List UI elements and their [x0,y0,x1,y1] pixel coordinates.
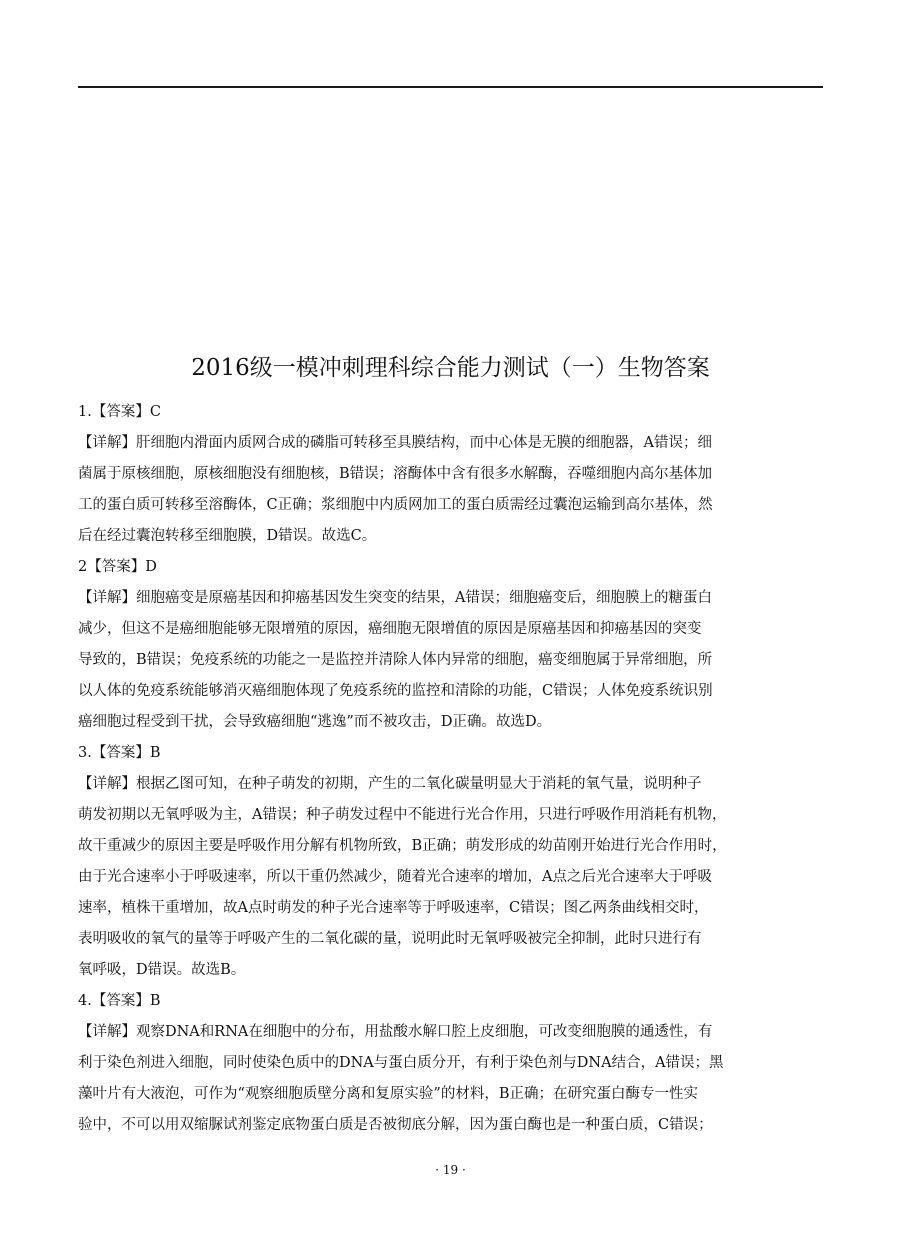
answer-line-16: 由于光合速率小于呼吸速率，所以干重仍然减少，随着光合速率的增加，A点之后光合速率大于呼吸 [78,869,712,885]
answer-line-2: 【详解】肝细胞内滑面内质网合成的磷脂可转移至具膜结构，而中心体是无膜的细胞器，A错误；细 [78,435,712,451]
answer-body [78,397,823,1141]
answer-line-10: 以人体的免疫系统能够消灭癌细胞体现了免疫系统的监控和清除的功能，C错误；人体免疫系统识别 [78,683,713,699]
answer-line-13: 【详解】根据乙图可知，在种子萌发的初期，产生的二氧化碳量明显大于消耗的氧气量，说明种子 [78,776,702,792]
answer-line-19: 氧呼吸，D错误。故选B。 [78,962,246,978]
answer-line-8: 减少，但这不是癌细胞能够无限增殖的原因，癌细胞无限增值的原因是原癌基因和抑癌基因的突变 [78,621,702,637]
answer-line-22: 利于染色剂进入细胞，同时使染色质中的DNA与蛋白质分开，有利于染色剂与DNA结合，A错误；黑 [78,1055,724,1071]
answer-line-6: 2【答案】D [78,559,157,575]
answer-line-1: 1.【答案】C [78,404,161,420]
answer-line-18: 表明吸收的氧气的量等于呼吸产生的二氧化碳的量，说明此时无氧呼吸被完全抑制，此时只进行有 [78,931,702,947]
answer-line-15: 故干重减少的原因主要是呼吸作用分解有机物所致，B正确；萌发形成的幼苗刚开始进行光合作用时， [78,838,727,854]
answer-line-7: 【详解】细胞癌变是原癌基因和抑癌基因发生突变的结果，A错误；细胞癌变后，细胞膜上的糖蛋白 [78,590,712,606]
answer-line-11: 癌细胞过程受到干扰，会导致癌细胞“逃逸”而不被攻击，D正确。故选D。 [78,714,552,730]
answer-line-14: 萌发初期以无氧呼吸为主，A错误；种子萌发过程中不能进行光合作用，只进行呼吸作用消耗有机物， [78,807,727,823]
answer-line-23: 藻叶片有大液泡，可作为“观察细胞质壁分离和复原实验”的材料，B正确；在研究蛋白酶专一性实 [78,1086,698,1102]
answer-line-12: 3.【答案】B [78,745,161,761]
answer-line-4: 工的蛋白质可转移至溶酶体，C正确；浆细胞中内质网加工的蛋白质需经过囊泡运输到高尔基体，然 [78,497,713,513]
answer-line-5: 后在经过囊泡转移至细胞膜，D错误。故选C。 [78,528,377,544]
answer-line-24: 验中，不可以用双缩脲试剂鉴定底物蛋白质是否被彻底分解，因为蛋白酶也是一种蛋白质，C错误； [78,1117,713,1133]
answer-line-17: 速率，植株干重增加，故A点时萌发的种子光合速率等于呼吸速率，C错误；图乙两条曲线相交时， [78,900,709,916]
answer-line-20: 4.【答案】B [78,993,161,1009]
page-number: · 19 · [435,1163,466,1177]
answer-line-21: 【详解】观察DNA和RNA在细胞中的分布，用盐酸水解口腔上皮细胞，可改变细胞膜的通透性，有 [78,1024,713,1040]
answer-line-3: 菌属于原核细胞，原核细胞没有细胞核，B错误；溶酶体中含有很多水解酶，吞噬细胞内高尔基体加 [78,466,713,482]
answer-line-9: 导致的，B错误；免疫系统的功能之一是监控并清除人体内异常的细胞，癌变细胞属于异常细胞，所 [78,652,713,668]
header-rule [78,86,823,88]
page-title: 2016级一模冲刺理科综合能力测试（一）生物答案 [191,355,710,381]
